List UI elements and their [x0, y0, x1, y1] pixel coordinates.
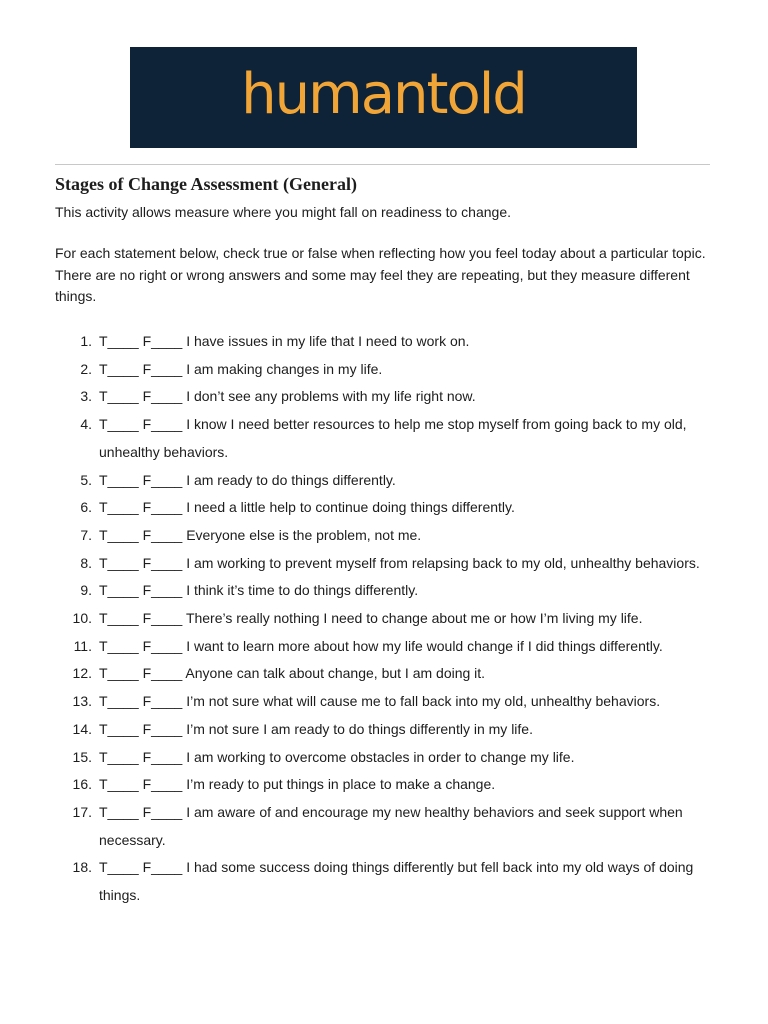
statement-text: I’m not sure what will cause me to fall back into my old, unhealthy behaviors.: [186, 693, 661, 710]
list-item: [55, 550, 725, 578]
item-body: [99, 328, 725, 356]
list-item: [55, 577, 725, 605]
item-body: [99, 356, 725, 384]
list-item: [55, 771, 725, 799]
false-blank[interactable]: F____: [142, 499, 183, 516]
item-number: 1.: [80, 333, 92, 349]
true-blank[interactable]: T____: [99, 554, 139, 571]
item-number: 8.: [80, 554, 92, 571]
item-number: 10.: [72, 610, 92, 627]
item-number: 15.: [72, 748, 92, 765]
list-item: [55, 633, 725, 661]
item-body: [99, 744, 725, 772]
statement-text: I am working to overcome obstacles in order to change my life.: [186, 748, 575, 765]
true-blank[interactable]: T____: [99, 776, 139, 793]
item-number: 7.: [80, 526, 92, 543]
false-blank[interactable]: F____: [142, 582, 183, 599]
statement-text: I need a little help to continue doing things differently.: [186, 499, 515, 516]
divider: [55, 164, 710, 165]
statement-text: I’m ready to put things in place to make a change.: [186, 776, 496, 793]
item-body: [99, 467, 725, 495]
true-blank[interactable]: T____: [99, 693, 139, 710]
true-blank[interactable]: T____: [99, 720, 139, 737]
false-blank[interactable]: F____: [142, 416, 183, 433]
true-blank[interactable]: T____: [99, 471, 139, 488]
false-blank[interactable]: F____: [142, 859, 183, 876]
item-body: [99, 799, 725, 854]
item-number: 2.: [80, 360, 92, 377]
false-blank[interactable]: F____: [142, 803, 183, 820]
list-item: [55, 854, 725, 909]
statement-text: Everyone else is the problem, not me.: [186, 526, 422, 543]
true-blank[interactable]: T____: [99, 388, 139, 405]
statement-text: Anyone can talk about change, but I am doing it.: [185, 665, 486, 682]
item-number: 11.: [73, 637, 92, 654]
statement-text: I want to learn more about how my life would change if I did things differently.: [186, 637, 663, 654]
true-blank[interactable]: T____: [99, 610, 139, 627]
list-item: [55, 688, 725, 716]
item-number: 9.: [80, 582, 92, 599]
list-item: [55, 744, 725, 772]
false-blank[interactable]: F____: [142, 637, 183, 654]
statement-text: I’m not sure I am ready to do things differently in my life.: [186, 720, 533, 737]
statement-text: I think it’s time to do things differently.: [186, 582, 419, 599]
item-number: 16.: [72, 776, 92, 793]
item-number: 13.: [72, 693, 92, 710]
true-blank[interactable]: T____: [99, 665, 139, 682]
true-blank[interactable]: T____: [99, 416, 139, 433]
false-blank[interactable]: F____: [142, 610, 183, 627]
list-item: [55, 467, 725, 495]
false-blank[interactable]: F____: [142, 388, 183, 405]
list-item: [55, 383, 725, 411]
false-blank[interactable]: F____: [142, 720, 183, 737]
logo-banner: [130, 47, 637, 148]
statement-text: I don’t see any problems with my life right now.: [186, 388, 476, 405]
item-body: [99, 688, 725, 716]
true-blank[interactable]: T____: [99, 333, 139, 349]
list-item: [55, 494, 725, 522]
item-body: [99, 494, 725, 522]
statement-text: I have issues in my life that I need to work on.: [186, 333, 470, 349]
item-body: [99, 605, 725, 633]
list-item: [55, 411, 725, 466]
item-number: 6.: [80, 499, 92, 516]
list-item: [55, 356, 725, 384]
false-blank[interactable]: F____: [142, 333, 183, 349]
item-body: [99, 771, 725, 799]
item-body: [99, 411, 725, 466]
list-item: [55, 799, 725, 854]
list-item: [55, 605, 725, 633]
false-blank[interactable]: F____: [142, 776, 183, 793]
intro-text: This activity allows measure where you might fall on readiness to change.: [55, 204, 511, 220]
true-blank[interactable]: T____: [99, 582, 139, 599]
item-body: [99, 633, 725, 661]
list-item: [55, 660, 725, 688]
list-item: [55, 716, 725, 744]
statement-text: There’s really nothing I need to change about me or how I’m living my life.: [185, 610, 643, 627]
false-blank[interactable]: F____: [142, 554, 183, 571]
false-blank[interactable]: F____: [142, 526, 183, 543]
statement-text: I am making changes in my life.: [186, 360, 383, 377]
item-body: [99, 383, 725, 411]
false-blank[interactable]: F____: [142, 360, 183, 377]
true-blank[interactable]: T____: [99, 859, 139, 876]
false-blank[interactable]: F____: [142, 471, 183, 488]
item-body: [99, 577, 725, 605]
item-body: [99, 716, 725, 744]
true-blank[interactable]: T____: [99, 803, 139, 820]
item-body: [99, 550, 725, 578]
logo-wordmark: humantold: [241, 61, 526, 127]
item-number: 3.: [80, 388, 92, 405]
statement-text: I know I need better resources to help me stop myself from going back to my old, unhealthy behaviors.: [99, 416, 687, 460]
statement-text: I am ready to do things differently.: [186, 471, 396, 488]
true-blank[interactable]: T____: [99, 748, 139, 765]
page-title: Stages of Change Assessment (General): [55, 174, 357, 194]
true-blank[interactable]: T____: [99, 637, 139, 654]
false-blank[interactable]: F____: [142, 693, 183, 710]
statement-text: I am aware of and encourage my new healthy behaviors and seek support when necessary.: [99, 803, 683, 848]
statement-list: [55, 328, 725, 910]
true-blank[interactable]: T____: [99, 499, 139, 516]
item-number: 17.: [72, 803, 92, 820]
item-number: 5.: [80, 471, 92, 488]
false-blank[interactable]: F____: [142, 748, 183, 765]
true-blank[interactable]: T____: [99, 360, 139, 377]
item-number: 18.: [72, 859, 92, 876]
item-number: 4.: [80, 416, 92, 433]
list-item: [55, 522, 725, 550]
item-number: 12.: [72, 665, 92, 682]
item-body: [99, 854, 725, 909]
list-item: [55, 328, 725, 356]
instructions-text: For each statement below, check true or false when reflecting how you feel today about a particular topic. There are no right or wrong answers and some may feel they are repeating, but they measure different things.: [55, 245, 706, 304]
item-body: [99, 522, 725, 550]
statement-text: I had some success doing things differently but fell back into my old ways of doing things.: [99, 859, 694, 904]
statement-text: I am working to prevent myself from relapsing back to my old, unhealthy behaviors.: [186, 554, 700, 571]
true-blank[interactable]: T____: [99, 526, 139, 543]
item-body: [99, 660, 725, 688]
item-number: 14.: [72, 720, 92, 737]
false-blank[interactable]: F____: [142, 665, 183, 682]
